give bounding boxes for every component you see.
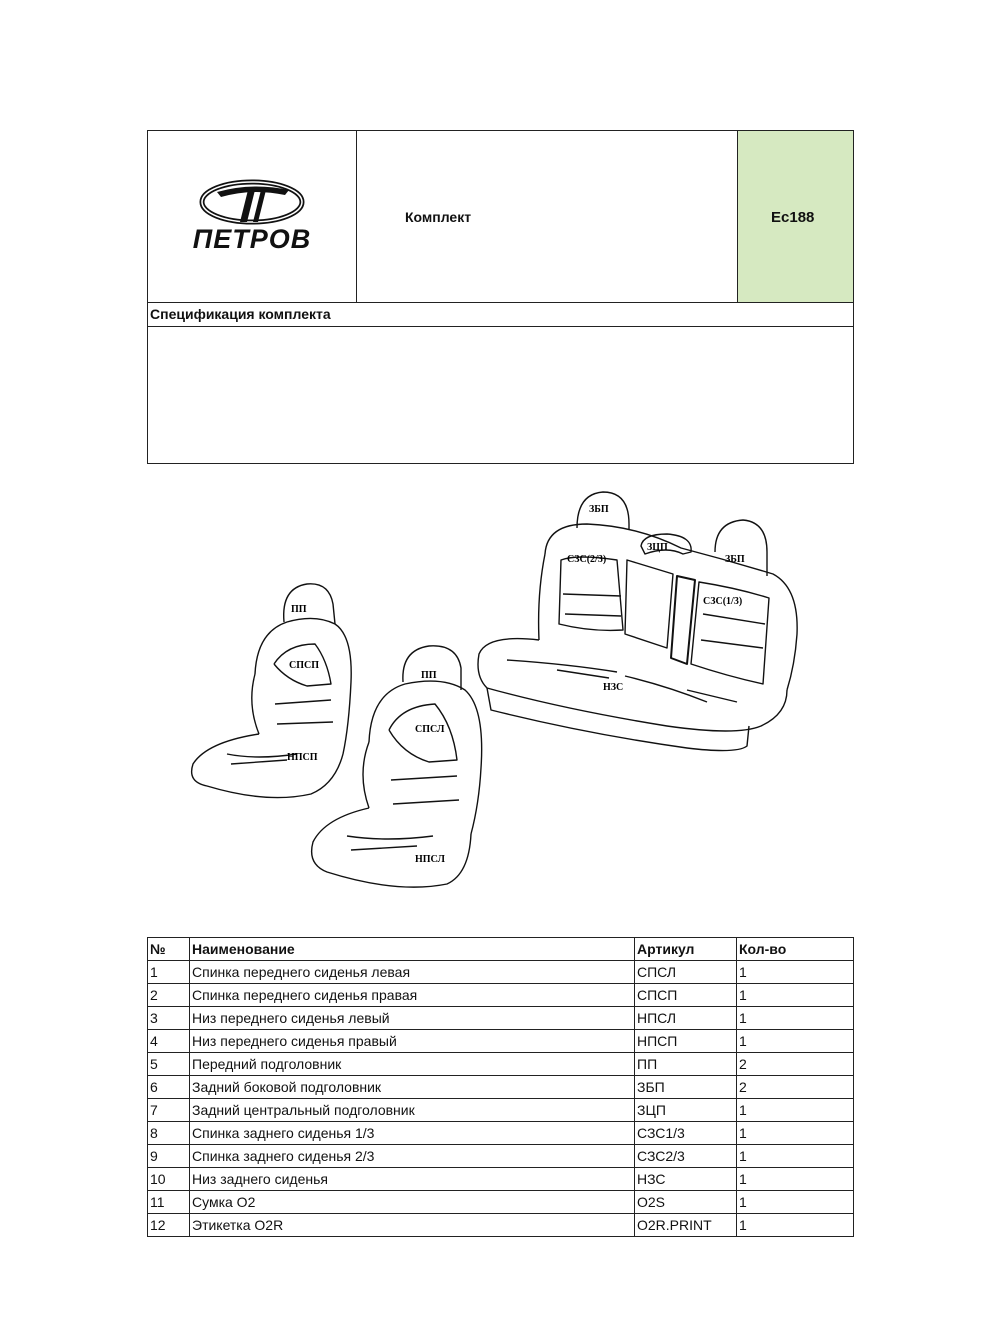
rear-bench (478, 492, 797, 751)
row-quantity: 2 (737, 1053, 854, 1076)
table-row (148, 961, 854, 984)
kit-code: Ес188 (738, 131, 853, 302)
label-zcp: ЗЦП (647, 542, 668, 553)
col-number: № (148, 938, 190, 961)
row-name: Низ заднего сиденья (190, 1168, 635, 1191)
row-article: O2R.PRINT (635, 1214, 737, 1237)
label-spsp: СПСП (289, 660, 319, 671)
col-quantity: Кол-во (737, 938, 854, 961)
row-quantity: 1 (737, 1122, 854, 1145)
row-name: Задний центральный подголовник (190, 1099, 635, 1122)
row-number: 6 (148, 1076, 190, 1099)
row-number: 12 (148, 1214, 190, 1237)
row-name: Задний боковой подголовник (190, 1076, 635, 1099)
blank-area (147, 327, 854, 464)
header-row (147, 130, 854, 303)
label-szs13: СЗС(1/3) (703, 596, 743, 607)
row-article: ЗЦП (635, 1099, 737, 1122)
brand-name: ПЕТРОВ (192, 224, 312, 254)
label-szs23: СЗС(2/3) (567, 554, 607, 565)
row-article: НЗС (635, 1168, 737, 1191)
table-row (148, 1076, 854, 1099)
table-row (148, 1191, 854, 1214)
spec-sheet (147, 130, 854, 1233)
row-quantity: 1 (737, 1099, 854, 1122)
col-article: Артикул (635, 938, 737, 961)
row-number: 5 (148, 1053, 190, 1076)
table-row (148, 1214, 854, 1237)
row-quantity: 1 (737, 1168, 854, 1191)
col-name: Наименование (190, 938, 635, 961)
row-name: Спинка переднего сиденья левая (190, 961, 635, 984)
row-article: O2S (635, 1191, 737, 1214)
row-name: Низ переднего сиденья левый (190, 1007, 635, 1030)
row-quantity: 1 (737, 961, 854, 984)
label-spsl: СПСЛ (415, 724, 445, 735)
label-pp-right: ПП (421, 670, 437, 681)
logo-cell (148, 131, 357, 302)
row-name: Сумка О2 (190, 1191, 635, 1214)
row-quantity: 1 (737, 1030, 854, 1053)
row-number: 2 (148, 984, 190, 1007)
table-row (148, 1030, 854, 1053)
front-right-seat (192, 584, 352, 798)
table-header-row (148, 938, 854, 961)
row-quantity: 1 (737, 1191, 854, 1214)
table-row (148, 1053, 854, 1076)
row-number: 9 (148, 1145, 190, 1168)
row-number: 8 (148, 1122, 190, 1145)
row-article: ПП (635, 1053, 737, 1076)
row-name: Спинка заднего сиденья 2/3 (190, 1145, 635, 1168)
row-number: 1 (148, 961, 190, 984)
table-row (148, 1168, 854, 1191)
spec-title: Спецификация комплекта (147, 303, 854, 327)
row-number: 7 (148, 1099, 190, 1122)
row-article: СЗС2/3 (635, 1145, 737, 1168)
parts-table (147, 937, 854, 1237)
table-row (148, 984, 854, 1007)
table-row (148, 1007, 854, 1030)
label-zbp-left: ЗБП (589, 504, 609, 515)
row-name: Этикетка O2R (190, 1214, 635, 1237)
table-row (148, 1122, 854, 1145)
table-row (148, 1099, 854, 1122)
front-left-seat (312, 646, 482, 887)
kit-title: Комплект (357, 131, 738, 302)
row-quantity: 1 (737, 984, 854, 1007)
label-npsl: НПСЛ (415, 854, 445, 865)
row-quantity: 1 (737, 1145, 854, 1168)
label-nzs: НЗС (603, 682, 624, 693)
row-quantity: 2 (737, 1076, 854, 1099)
row-article: СПСЛ (635, 961, 737, 984)
row-number: 11 (148, 1191, 190, 1214)
brand-logo-icon (197, 178, 307, 228)
row-article: НПСП (635, 1030, 737, 1053)
row-article: СПСП (635, 984, 737, 1007)
row-quantity: 1 (737, 1214, 854, 1237)
label-zbp-right: ЗБП (725, 554, 745, 565)
row-number: 10 (148, 1168, 190, 1191)
table-row (148, 1145, 854, 1168)
row-name: Низ переднего сиденья правый (190, 1030, 635, 1053)
label-pp-left: ПП (291, 604, 307, 615)
row-article: НПСЛ (635, 1007, 737, 1030)
row-name: Спинка переднего сиденья правая (190, 984, 635, 1007)
seat-diagram (147, 464, 854, 938)
row-article: СЗС1/3 (635, 1122, 737, 1145)
row-name: Передний подголовник (190, 1053, 635, 1076)
row-article: ЗБП (635, 1076, 737, 1099)
label-npsp: НПСП (287, 752, 318, 763)
row-number: 3 (148, 1007, 190, 1030)
row-number: 4 (148, 1030, 190, 1053)
row-quantity: 1 (737, 1007, 854, 1030)
row-name: Спинка заднего сиденья 1/3 (190, 1122, 635, 1145)
